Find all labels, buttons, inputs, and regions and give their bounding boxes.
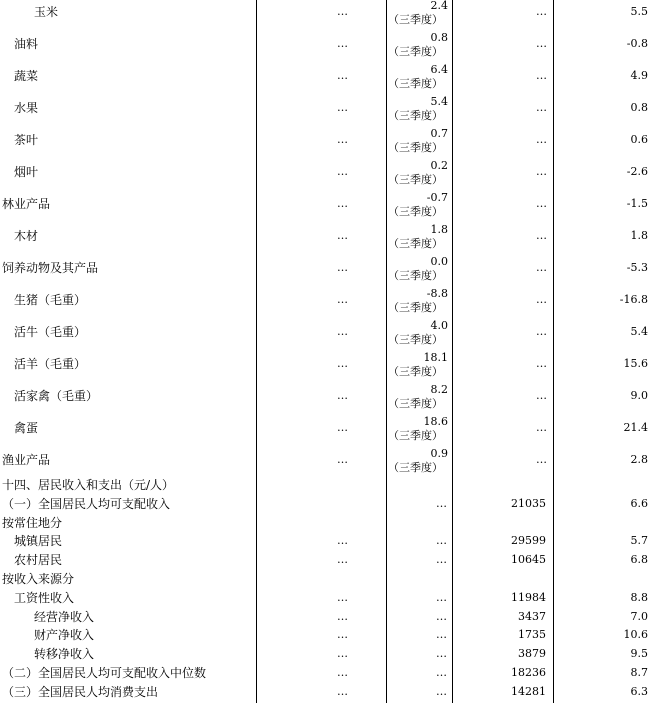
value-growth-rate: 9.0 [630, 389, 648, 402]
ellipsis-marker: … [337, 293, 347, 306]
ellipsis-marker: … [536, 357, 546, 370]
ellipsis-marker: … [436, 496, 446, 510]
value-amount: 29599 [511, 534, 546, 548]
value-first-three-quarters: 0.7 [430, 127, 448, 140]
ellipsis-marker: … [337, 69, 347, 82]
row-label: （三）全国居民人均消费支出 [2, 684, 159, 699]
value-first-three-quarters: 0.2 [430, 159, 448, 172]
table-row [0, 341, 654, 378]
ellipsis-marker: … [337, 261, 347, 274]
value-first-three-quarters: 0.9 [430, 447, 448, 460]
row-label: （二）全国居民人均可支配收入中位数 [2, 666, 207, 680]
ellipsis-marker: … [536, 197, 546, 210]
value-growth-rate: 0.6 [630, 133, 648, 146]
table-row [0, 683, 654, 702]
row-label: 转移净收入 [34, 647, 95, 662]
season-note: （三季度） [388, 77, 443, 90]
value-growth-rate: -2.6 [626, 165, 648, 178]
ellipsis-marker: … [337, 197, 347, 210]
ellipsis-marker: … [536, 389, 546, 402]
table-row [0, 476, 654, 495]
value-growth-rate: 10.6 [623, 628, 648, 642]
ellipsis-marker: … [436, 628, 446, 642]
season-note: （三季度） [388, 45, 443, 58]
ellipsis-marker: … [536, 293, 546, 306]
season-note: （三季度） [388, 461, 443, 474]
row-label: 经营净收入 [34, 609, 95, 624]
table-row [0, 437, 654, 474]
value-growth-rate: 7.0 [630, 609, 648, 623]
ellipsis-marker: … [436, 666, 446, 679]
table-row [0, 277, 654, 314]
row-label: 财产净收入 [34, 628, 95, 643]
value-growth-rate: 5.4 [630, 325, 648, 338]
ellipsis-marker: … [337, 357, 347, 370]
value-amount: 21035 [511, 496, 546, 510]
table-row [0, 645, 654, 664]
value-amount: 11984 [511, 590, 546, 604]
value-first-three-quarters: 18.1 [423, 351, 448, 364]
ellipsis-marker: … [536, 133, 546, 146]
ellipsis-marker: … [536, 261, 546, 274]
row-label: （一）全国居民人均可支配收入 [2, 496, 171, 511]
ellipsis-marker: … [337, 534, 347, 548]
table-row [0, 532, 654, 551]
season-note: （三季度） [388, 141, 443, 154]
row-label: 水果 [14, 101, 39, 115]
value-first-three-quarters: 5.4 [430, 95, 448, 108]
ellipsis-marker: … [337, 628, 347, 642]
value-growth-rate: 5.7 [630, 534, 648, 548]
value-growth-rate: 0.8 [630, 101, 648, 114]
table-row [0, 21, 654, 58]
value-first-three-quarters: 2.4 [430, 0, 448, 12]
table-row [0, 589, 654, 608]
value-first-three-quarters: 0.8 [430, 31, 448, 44]
value-growth-rate: 9.5 [630, 647, 648, 661]
ellipsis-marker: … [536, 453, 546, 466]
ellipsis-marker: … [536, 229, 546, 242]
value-growth-rate: 15.6 [623, 357, 648, 370]
season-note: （三季度） [388, 301, 443, 314]
ellipsis-marker: … [337, 666, 347, 679]
value-growth-rate: 1.8 [630, 229, 648, 242]
ellipsis-marker: … [337, 647, 347, 661]
table-row [0, 405, 654, 442]
ellipsis-marker: … [337, 133, 347, 146]
row-label: 茶叶 [14, 133, 39, 147]
value-growth-rate: 8.7 [630, 666, 648, 679]
table-row [0, 149, 654, 186]
table-row [0, 664, 654, 683]
ellipsis-marker: … [436, 684, 446, 698]
season-note: （三季度） [388, 397, 443, 410]
table-row [0, 373, 654, 410]
value-growth-rate: 6.3 [630, 684, 648, 698]
row-label: 生猪（毛重） [14, 293, 87, 307]
ellipsis-marker: … [436, 534, 446, 548]
value-growth-rate: -5.3 [626, 261, 648, 274]
row-label: 玉米 [34, 5, 59, 19]
row-label: 十四、居民收入和支出（元/人） [2, 478, 175, 492]
table-row [0, 181, 654, 218]
season-note: （三季度） [388, 429, 443, 442]
value-first-three-quarters: 4.0 [430, 319, 448, 332]
table-row [0, 85, 654, 122]
ellipsis-marker: … [536, 37, 546, 50]
ellipsis-marker: … [337, 453, 347, 466]
value-growth-rate: -0.8 [626, 37, 648, 50]
value-amount: 3437 [518, 609, 546, 623]
row-label: 活羊（毛重） [14, 357, 87, 371]
table-row [0, 626, 654, 645]
season-note: （三季度） [388, 109, 443, 122]
season-note: （三季度） [388, 365, 443, 378]
row-label: 活家禽（毛重） [14, 389, 99, 403]
value-first-three-quarters: 6.4 [430, 63, 448, 76]
ellipsis-marker: … [436, 647, 446, 661]
value-growth-rate: 6.6 [630, 496, 648, 510]
value-growth-rate: 8.8 [630, 590, 648, 604]
row-label: 工资性收入 [14, 590, 75, 605]
table-row [0, 551, 654, 570]
row-label: 渔业产品 [2, 453, 51, 467]
row-label: 油料 [14, 37, 39, 51]
season-note: （三季度） [388, 205, 443, 218]
value-first-three-quarters: -8.8 [426, 287, 448, 300]
ellipsis-marker: … [337, 553, 347, 567]
ellipsis-marker: … [536, 69, 546, 82]
row-label: 饲养动物及其产品 [2, 261, 99, 275]
value-growth-rate: 6.8 [630, 553, 648, 567]
ellipsis-marker: … [337, 165, 347, 178]
ellipsis-marker: … [337, 325, 347, 338]
ellipsis-marker: … [337, 389, 347, 402]
value-amount: 14281 [511, 684, 546, 698]
season-note: （三季度） [388, 269, 443, 282]
row-label: 烟叶 [14, 165, 39, 179]
table-row [0, 608, 654, 627]
ellipsis-marker: … [337, 421, 347, 434]
table-row [0, 53, 654, 90]
ellipsis-marker: … [536, 421, 546, 434]
row-label: 活牛（毛重） [14, 325, 87, 339]
table-row [0, 213, 654, 250]
table-row [0, 309, 654, 346]
season-note: （三季度） [388, 13, 443, 26]
ellipsis-marker: … [337, 101, 347, 114]
ellipsis-marker: … [536, 325, 546, 338]
row-label: 按常住地分 [2, 515, 63, 530]
ellipsis-marker: … [337, 5, 347, 18]
value-growth-rate: -1.5 [626, 197, 648, 210]
row-label: 农村居民 [14, 553, 63, 568]
season-note: （三季度） [388, 173, 443, 186]
table-row [0, 570, 654, 589]
ellipsis-marker: … [536, 5, 546, 18]
row-label: 林业产品 [2, 197, 51, 211]
row-label: 木材 [14, 229, 39, 243]
season-note: （三季度） [388, 333, 443, 346]
ellipsis-marker: … [436, 609, 446, 623]
row-label: 城镇居民 [14, 534, 63, 549]
table-row [0, 514, 654, 533]
value-first-three-quarters: 18.6 [423, 415, 448, 428]
table-row [0, 245, 654, 282]
ellipsis-marker: … [536, 101, 546, 114]
season-note: （三季度） [388, 237, 443, 250]
value-growth-rate: 21.4 [623, 421, 648, 434]
ellipsis-marker: … [337, 684, 347, 698]
value-first-three-quarters: 0.0 [430, 255, 448, 268]
ellipsis-marker: … [337, 590, 347, 604]
value-growth-rate: 4.9 [630, 69, 648, 82]
value-first-three-quarters: 8.2 [430, 383, 448, 396]
value-growth-rate: 5.5 [630, 5, 648, 18]
ellipsis-marker: … [337, 229, 347, 242]
ellipsis-marker: … [337, 609, 347, 623]
row-label: 禽蛋 [14, 421, 39, 435]
value-growth-rate: 2.8 [630, 453, 648, 466]
value-amount: 1735 [518, 628, 546, 642]
value-growth-rate: -16.8 [619, 293, 648, 306]
ellipsis-marker: … [436, 590, 446, 604]
row-label: 按收入来源分 [2, 572, 75, 586]
ellipsis-marker: … [436, 553, 446, 567]
ellipsis-marker: … [536, 165, 546, 178]
table-row [0, 117, 654, 154]
ellipsis-marker: … [337, 37, 347, 50]
value-amount: 3879 [518, 647, 546, 661]
value-amount: 18236 [511, 666, 546, 679]
value-amount: 10645 [511, 553, 546, 567]
table-row [0, 495, 654, 514]
value-first-three-quarters: -0.7 [426, 191, 448, 204]
row-label: 蔬菜 [14, 69, 39, 83]
value-first-three-quarters: 1.8 [430, 223, 448, 236]
table-row [0, 0, 654, 26]
